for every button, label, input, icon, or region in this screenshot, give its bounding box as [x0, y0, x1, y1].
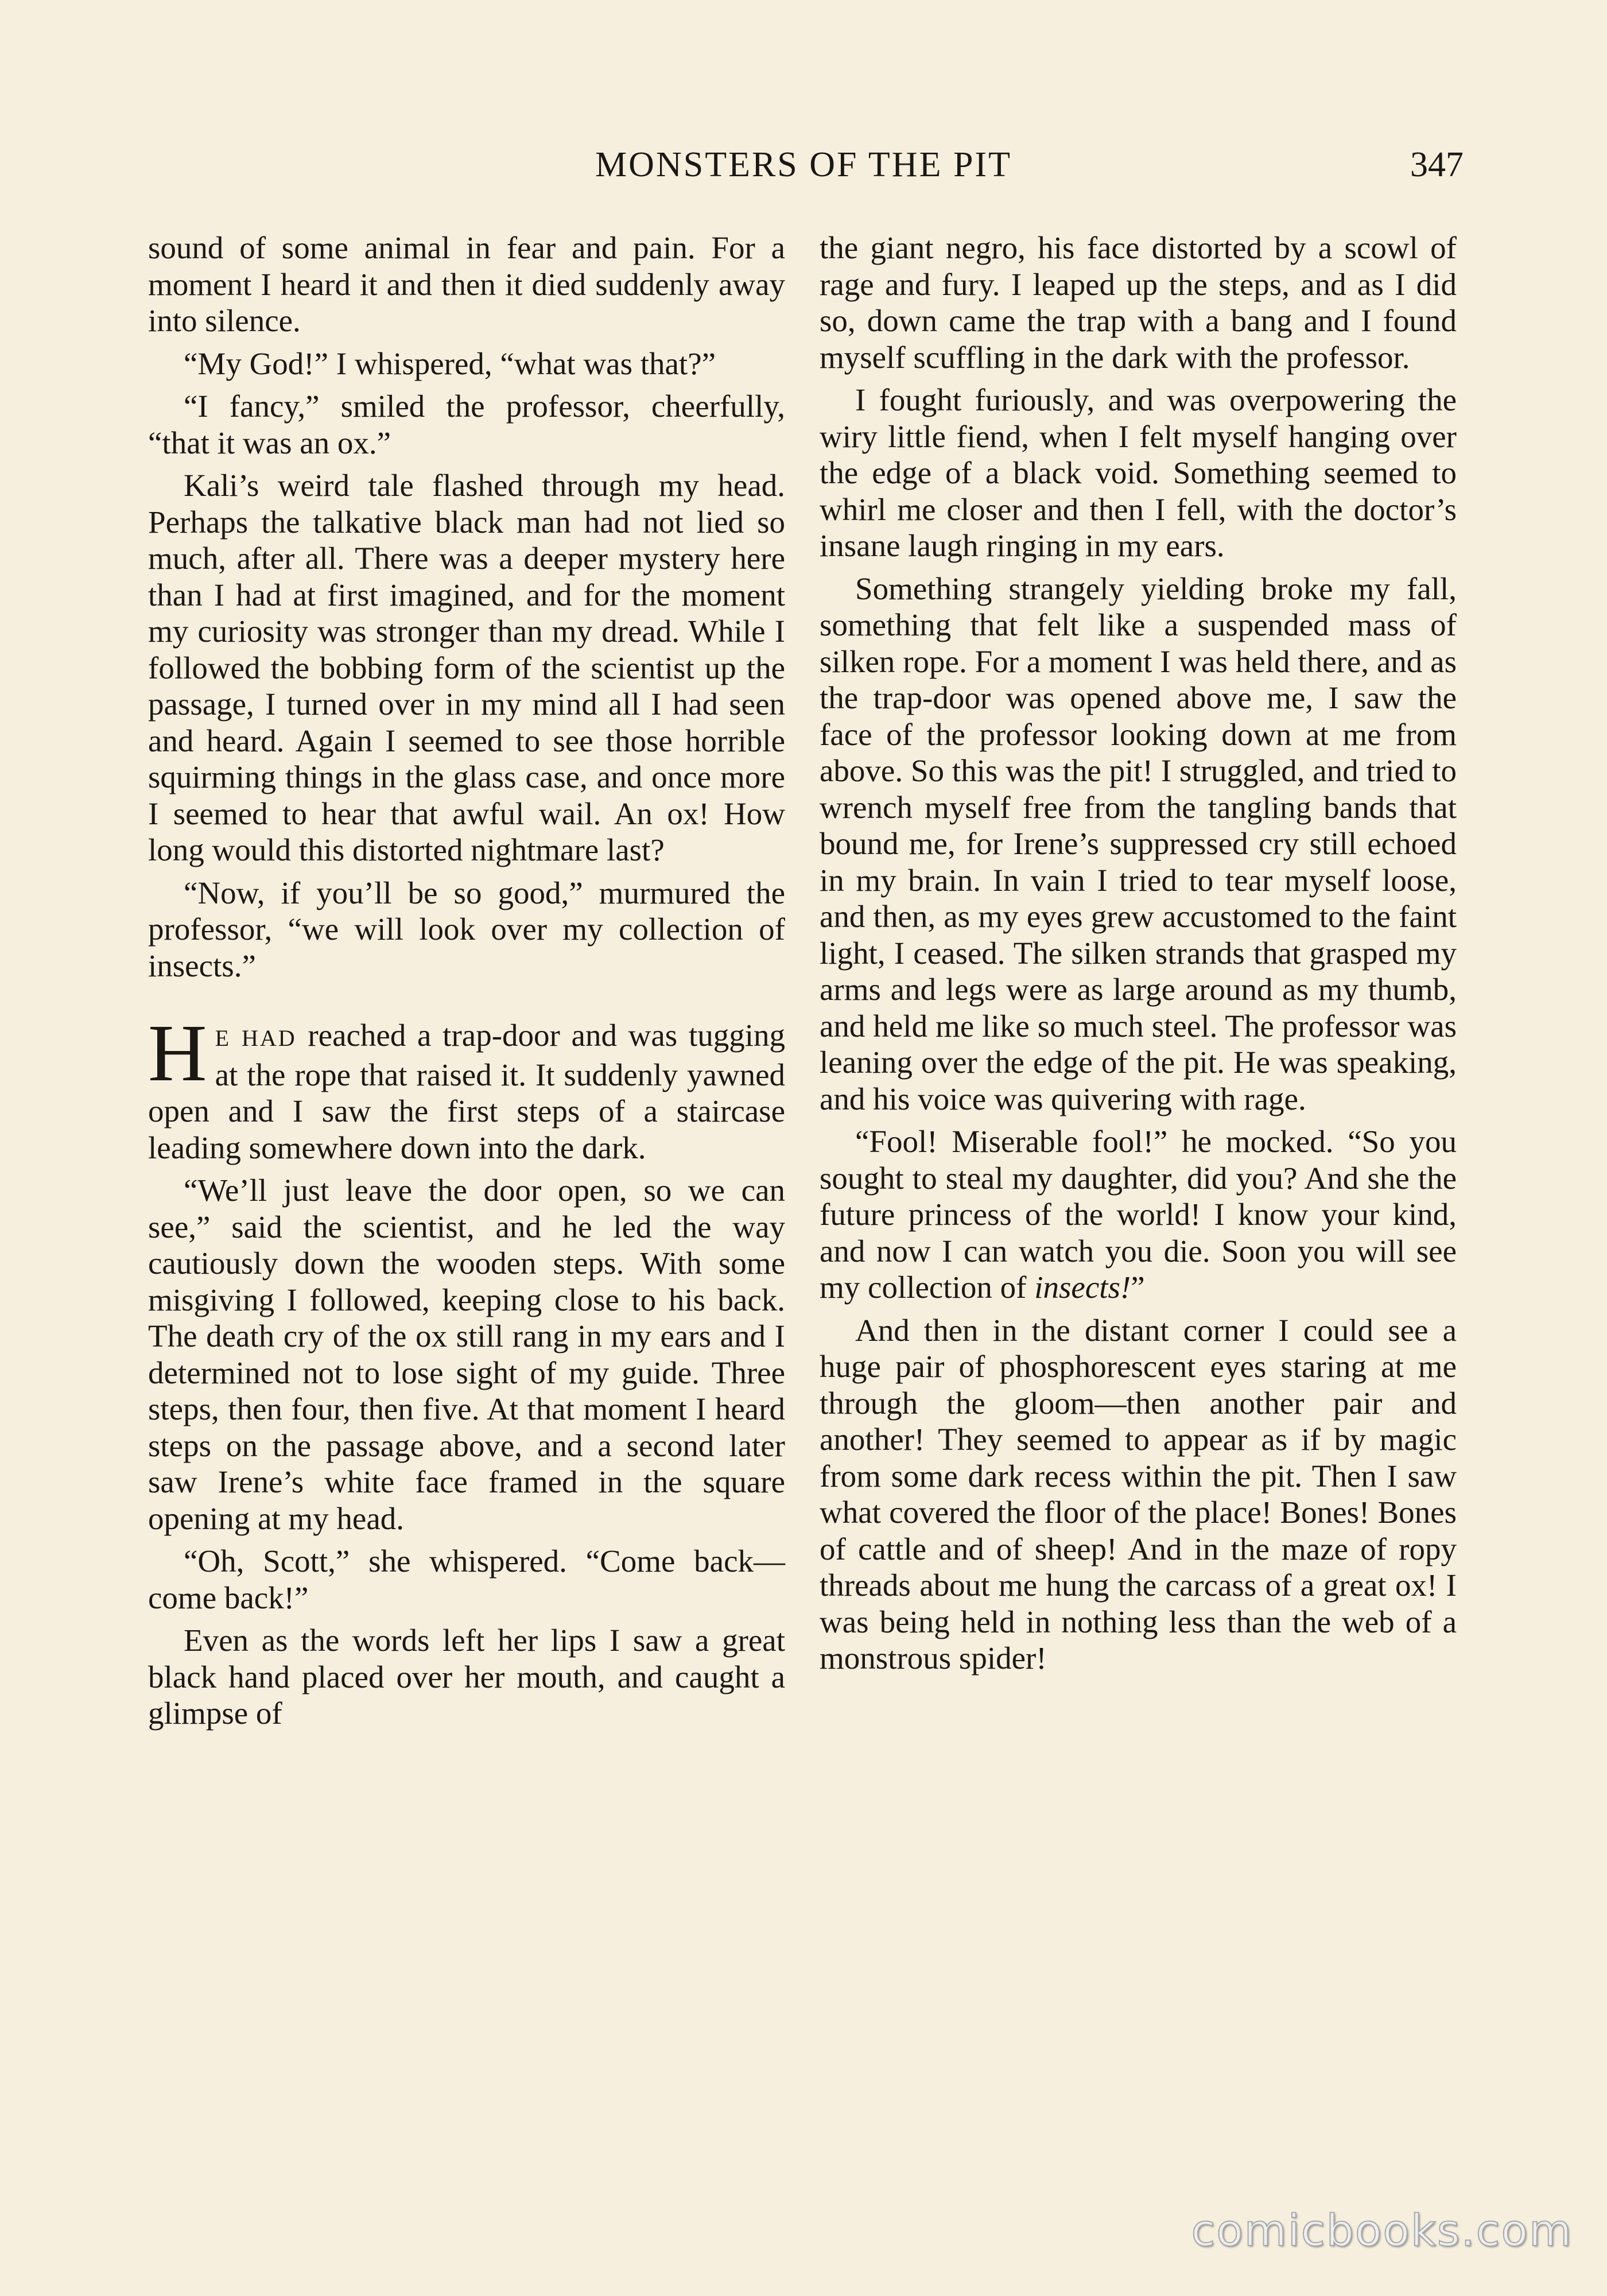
paragraph: “I fancy,” smiled the professor, cheerfully, “that it was an ox.”	[148, 389, 785, 460]
paragraph	[820, 1123, 1457, 1306]
paragraph: “My God!” I whispered, “what was that?”	[184, 346, 716, 381]
italic-emphasis: insects!	[1034, 1270, 1131, 1305]
paragraph-text: reached a trap-door and was tugging at the rope that raised it. It suddenly yawned open and I saw the first steps of a staircase leading somewhere down into the dark.	[148, 1018, 785, 1165]
right-column	[820, 230, 1457, 1683]
paragraph: And then in the distant corner I could see a huge pair of phosphorescent eyes staring at me through the gloom—then another pair and another! They seemed to appear as if by magic from some dark recess within the pit. Then I saw what covered the floor of the place! Bones! Bones of cattle and of sheep! And in the maze of ropy threads about me hung the carcass of a great ox! I was being held in nothing less than the web of a monstrous spider!	[820, 1312, 1457, 1676]
paragraph: Kali’s weird tale flashed through my head. Perhaps the talkative black man had not lied so much, after all. There was a deeper mystery here than I had at first imagined, and for the moment my curiosity was stronger than my dread. While I followed the bobbing form of the scientist up the passage, I turned over in my mind all I had seen and heard. Again I seemed to see those horrible squirming things in the glass case, and once more I seemed to hear that awful wail. An ox! How long would this distorted nightmare last?	[148, 468, 785, 867]
left-column	[148, 230, 785, 1738]
paragraph: the giant negro, his face distorted by a scowl of rage and fury. I leaped up the steps, and as I did so, down came the trap with a bang and I found myself scuffling in the dark with the professor.	[820, 230, 1457, 375]
paragraph: Something strangely yielding broke my fall, something that felt like a suspended mass of silken rope. For a moment I was held there, and as the trap-door was opened above me, I saw the face of the professor looking down at me from above. So this was the pit! I struggled, and tried to wrench myself free from the tangling bands that bound me, for Irene’s suppressed cry still echoed in my brain. In vain I tried to tear myself loose, and then, as my eyes grew accustomed to the faint light, I ceased. The silken strands that grasped my arms and legs were as large around as my thumb, and held me like so much steel. The professor was leaning over the edge of the pit. He was speaking, and his voice was quivering with rage.	[820, 571, 1457, 1116]
paragraph: I fought furiously, and was overpowering the wiry little fiend, when I felt myself hanging over the edge of a black void. Something seemed to whirl me closer and then I fell, with the doctor’s insane laugh ringing in my ears.	[820, 382, 1457, 563]
drop-cap: H	[148, 1007, 207, 1098]
paragraph: “Oh, Scott,” she whispered. “Come back—come back!”	[148, 1543, 785, 1615]
paragraph: “We’ll just leave the door open, so we can see,” said the scientist, and he led the way cautiously down the wooden steps. With some misgiving I followed, keeping close to his back. The death cry of the ox still rang in my ears and I determined not to lose sight of my guide. Three steps, then four, then five. At that moment I heard steps on the passage above, and a second later saw Irene’s white face framed in the square opening at my head.	[148, 1173, 785, 1536]
section-start-paragraph	[148, 1007, 785, 1166]
page-header	[143, 145, 1464, 191]
running-title: MONSTERS OF THE PIT	[595, 145, 1012, 184]
paragraph-text: ”	[1131, 1270, 1145, 1305]
paragraph: “Now, if you’ll be so good,” murmured the professor, “we will look over my collection of insects.”	[148, 875, 785, 983]
paragraph: Even as the words left her lips I saw a great black hand placed over her mouth, and caught a glimpse of	[148, 1623, 785, 1731]
paragraph-text: “Fool! Miserable fool!” he mocked. “So you sought to steal my daughter, did you? And she the future princess of the world! I know your kind, and now I can watch you die. Soon you will see my collection of	[820, 1124, 1457, 1305]
page-number: 347	[1410, 145, 1464, 184]
small-caps-lead: E HAD	[215, 1025, 297, 1051]
paragraph: sound of some animal in fear and pain. For a moment I heard it and then it died suddenly away into silence.	[148, 230, 785, 338]
watermark: comicbooks.com	[1191, 2205, 1573, 2256]
